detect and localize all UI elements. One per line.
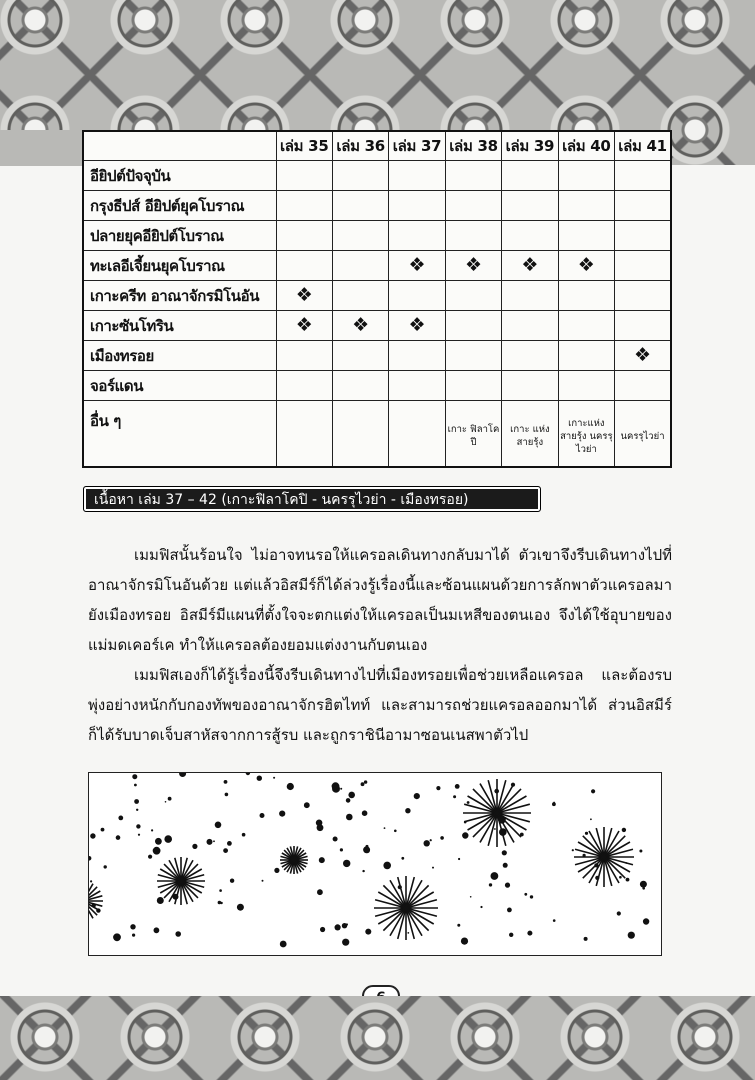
synopsis-text [88, 540, 672, 750]
table-cell [502, 341, 558, 371]
table-cell [502, 251, 558, 281]
row-label: เกาะครีท อาณาจักรมิโนอัน [83, 281, 276, 311]
table-cell [615, 191, 671, 221]
table-cell [389, 161, 445, 191]
table-cell [445, 371, 501, 401]
fireworks-icon [89, 773, 661, 955]
table-cell [276, 281, 332, 311]
diamond-mark-icon: ❖ [295, 314, 313, 337]
table-cell [276, 311, 332, 341]
table-cell [276, 341, 332, 371]
table-cell [332, 281, 388, 311]
table-cell [332, 191, 388, 221]
section-title: เนื้อหา เล่ม 37 – 42 (เกาะฟิลาโคปิ - นครรุไวย่า - เมืองทรอย) [83, 486, 541, 512]
paragraph: เมมฟิสนั้นร้อนใจ ไม่อาจทนรอให้แครอลเดินทางกลับมาได้ ตัวเขาจึงรีบเดินทางไปที่อาณาจักรมิโนอันด้วย แต่แล้วอิสมีร์ก็ได้ล่วงรู้เรื่องนี้และซ้อนแผนด้วยการลักพาตัวแครอลมายังเมืองทรอย อิสมีร์มีแผนที่ตั้งใจจะตกแต่งให้แครอลเป็นมเหสีของตนเอง จึงได้ใช้อุบายของแม่มดเคอร์เค ทำให้แครอลต้องยอมแต่งงานกับตนเอง [88, 546, 672, 654]
table-cell [558, 311, 614, 341]
volume-location-table [82, 130, 672, 468]
table-cell [502, 311, 558, 341]
table-cell [615, 221, 671, 251]
table-cell [332, 401, 388, 467]
table-cell: เกาะ แห่งสายรุ้ง [502, 401, 558, 467]
table-cell [502, 281, 558, 311]
table-cell [502, 161, 558, 191]
table-cell [558, 191, 614, 221]
table-cell [276, 371, 332, 401]
table-cell [389, 401, 445, 467]
table-cell [389, 281, 445, 311]
column-header: เล่ม 36 [332, 131, 388, 161]
ornament-corner [0, 130, 82, 166]
table-cell [332, 371, 388, 401]
table-cell [389, 251, 445, 281]
diamond-mark-icon: ❖ [295, 284, 313, 307]
row-label: อียิปต์ปัจจุบัน [83, 161, 276, 191]
diamond-mark-icon: ❖ [464, 254, 482, 277]
table-row [83, 341, 671, 371]
table-cell [276, 221, 332, 251]
table-cell [332, 221, 388, 251]
table-cell [276, 161, 332, 191]
row-label: ทะเลอีเจี้ยนยุคโบราณ [83, 251, 276, 281]
table-cell [276, 191, 332, 221]
table-row [83, 401, 671, 467]
table-cell [276, 401, 332, 467]
table-cell [502, 221, 558, 251]
row-label: กรุงธีปส์ อียิปต์ยุคโบราณ [83, 191, 276, 221]
table-cell [615, 281, 671, 311]
row-label: ปลายยุคอียิปต์โบราณ [83, 221, 276, 251]
table-cell [615, 311, 671, 341]
table-row [83, 281, 671, 311]
table-cell [445, 341, 501, 371]
row-label: จอร์แดน [83, 371, 276, 401]
table-cell [445, 161, 501, 191]
table-cell [615, 371, 671, 401]
table-cell [389, 191, 445, 221]
table-cell: นครรุไวย่า [615, 401, 671, 467]
table-cell [615, 251, 671, 281]
fireworks-illustration [88, 772, 662, 956]
table-cell [332, 341, 388, 371]
table-cell: เกาะ ฟิลาโคปี [445, 401, 501, 467]
diamond-mark-icon: ❖ [521, 254, 539, 277]
table-cell [502, 371, 558, 401]
table-cell [389, 341, 445, 371]
table-cell [389, 311, 445, 341]
diamond-mark-icon: ❖ [633, 344, 652, 367]
table-cell [615, 341, 671, 371]
table-cell [389, 371, 445, 401]
table-cell [445, 251, 501, 281]
table-cell: เกาะแห่ง สายรุ้ง นครรุไวย่า [558, 401, 614, 467]
diamond-mark-icon: ❖ [408, 314, 426, 337]
column-header: เล่ม 41 [615, 131, 671, 161]
table-cell [445, 281, 501, 311]
table-cell [558, 281, 614, 311]
table-cell [558, 251, 614, 281]
table-cell [502, 191, 558, 221]
table-corner [83, 131, 276, 161]
row-label: เกาะซันโทริน [83, 311, 276, 341]
table-cell [558, 371, 614, 401]
table-cell [445, 311, 501, 341]
row-label: อื่น ๆ [83, 401, 276, 467]
table-cell [276, 251, 332, 281]
table-cell [332, 251, 388, 281]
table-cell [332, 161, 388, 191]
table-cell [332, 311, 388, 341]
table-row [83, 161, 671, 191]
table-row [83, 191, 671, 221]
column-header: เล่ม 37 [389, 131, 445, 161]
column-header: เล่ม 39 [502, 131, 558, 161]
table-cell [558, 161, 614, 191]
diamond-mark-icon: ❖ [577, 254, 595, 277]
table-cell [558, 221, 614, 251]
table-cell [445, 221, 501, 251]
column-header: เล่ม 35 [276, 131, 332, 161]
column-header: เล่ม 40 [558, 131, 614, 161]
table-row [83, 221, 671, 251]
paragraph: เมมฟิสเองก็ได้รู้เรื่องนี้จึงรีบเดินทางไปที่เมืองทรอยเพื่อช่วยเหลือแครอล และต้องรบพุ่งอย่างหนักกับกองทัพของอาณาจักรฮิตไทท์ และสามารถช่วยแครอลออกมาได้ ส่วนอิสมีร์ก็ได้รับบาดเจ็บสาหัสจากการสู้รบ และถูกราชินีอามาซอนเนสพาตัวไป [88, 666, 672, 744]
diamond-mark-icon: ❖ [408, 254, 426, 277]
table-cell [445, 191, 501, 221]
table-row [83, 311, 671, 341]
table-cell [558, 341, 614, 371]
row-label: เมืองทรอย [83, 341, 276, 371]
table-cell [389, 221, 445, 251]
column-header: เล่ม 38 [445, 131, 501, 161]
bottom-ornament-band [0, 996, 755, 1080]
diamond-mark-icon: ❖ [352, 314, 370, 337]
table-row [83, 371, 671, 401]
table-cell [615, 161, 671, 191]
table-row [83, 251, 671, 281]
